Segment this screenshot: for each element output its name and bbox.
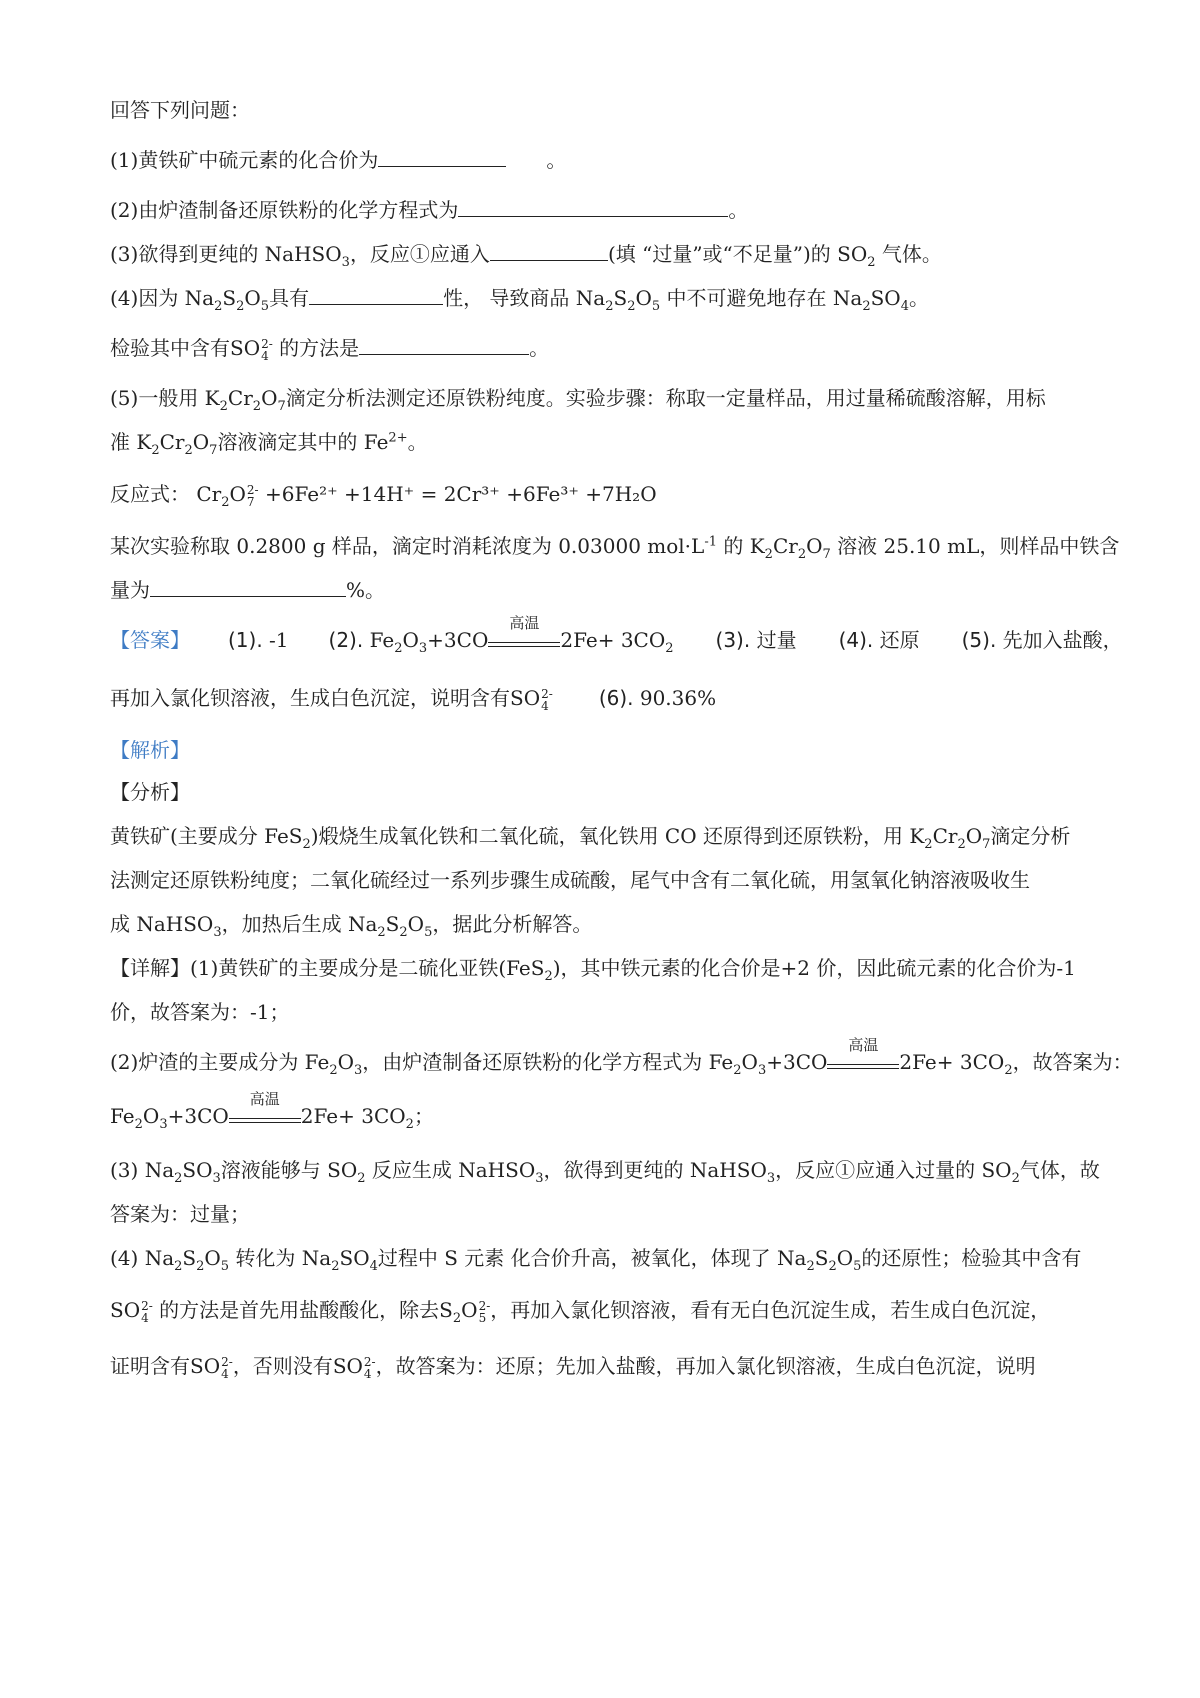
detail-2-cont: $Fe_2O_3+3CO$ 高温 $2Fe+ 3CO_2$；: [110, 1090, 434, 1132]
analysis-label-line: [110, 736, 1100, 764]
disulfite-ion: $S_2O$ 2- 5: [439, 1298, 491, 1326]
detail-4: (4) $Na_2S_2O_5$ 转化为 $Na_2SO_4$过程中 S 元素 化合价升高，被氧化，体现了 $Na_2S_2O_5$的还原性；检验其中含有: [110, 1246, 1082, 1274]
answer-line-2: 再加入氯化钡溶液，生成白色沉淀，说明含有SO 2- 4 (6). 90.36%: [110, 686, 717, 713]
answer-line: 【答案】 (1). -1 (2). $Fe_2O_3+3CO$ 高温 $2Fe+ 3CO_2$ (3). 过量 (4). 还原 (5). 先加入盐酸，: [110, 614, 1123, 656]
question-4: (4)因为 $Na_2S_2O_5$具有 性， 导致商品 $Na_2S_2O_5$ 中不可避免地存在 $Na_2SO_4$。: [110, 286, 929, 314]
detail-3-cont: 答案为：过量；: [110, 1202, 250, 1226]
analysis-label: 【解析】: [110, 738, 190, 762]
question-1: (1)黄铁矿中硫元素的化合价为 。: [110, 148, 567, 172]
detail-2: (2)炉渣的主要成分为 $Fe_2O_3$，由炉渣制备还原铁粉的化学方程式为 $Fe_2O_3+3CO$ 高温 $2Fe+ 3CO_2$，故答案为：: [110, 1036, 1133, 1078]
answer-label: 【答案】: [110, 628, 190, 652]
answer-blank-5: [359, 334, 529, 355]
question-5-cont: 准 $K_2Cr_2O_7$溶液滴定其中的 $Fe^{2+}$。: [110, 430, 428, 458]
question-5: (5)一般用 $K_2Cr_2O_7$滴定分析法测定还原铁粉纯度。实验步骤：称取一定量样品，用过量稀硫酸溶解，用标: [110, 386, 1046, 414]
detail-label: 【详解】: [110, 956, 190, 980]
question-3: (3)欲得到更纯的 NaHSO$_3$，反应①应通入 (填 “过量”或“不足量”)的 $SO_2$ 气体。: [110, 242, 942, 270]
question-2: (2)由炉渣制备还原铁粉的化学方程式为 。: [110, 198, 749, 222]
answer-blank-4: [309, 284, 443, 305]
answer-blank-3: [490, 240, 608, 261]
detail-1-cont: 价，故答案为：-1；: [110, 1000, 290, 1024]
question-5-calc-cont: 量为 %。: [110, 578, 386, 602]
intro-text: 回答下列问题：: [110, 98, 250, 122]
high-temp-condition: 高温: [488, 626, 560, 647]
answer-blank-1: [378, 146, 506, 167]
answer-blank-2: [458, 196, 728, 217]
dichromate-ion: $Cr_2O$ 2- 7: [196, 482, 259, 510]
question-5-calc: 某次实验称取 0.2800 g 样品，滴定时消耗浓度为 0.03000 $mol\cdot L^{-1}$ 的 $K_2Cr_2O_7$ 溶液 25.10 mL，则样品中铁含: [110, 534, 1120, 562]
analysis-sub-label: 【分析】: [110, 780, 190, 804]
detail-1: 【详解】(1)黄铁矿的主要成分是二硫化亚铁(FeS$_2$)，其中铁元素的化合价是+2 价，因此硫元素的化合价为-1: [110, 956, 1076, 984]
analysis-p2: 法测定还原铁粉纯度；二氧化硫经过一系列步骤生成硫酸，尾气中含有二氧化硫，用氢氧化钠溶液吸收生: [110, 868, 1030, 892]
sulfate-ion: SO 2- 4: [230, 336, 273, 363]
detail-4-cont: SO 2- 4 的方法是首先用盐酸酸化，除去$S_2O$ 2- 5 ，再加入氯化钡溶液，看有无白色沉淀生成，若生成白色沉淀，: [110, 1298, 1051, 1326]
question-4b: 检验其中含有SO 2- 4 的方法是 。: [110, 336, 550, 363]
detail-3: (3) $Na_2SO_3$溶液能够与 $SO_2$ 反应生成 NaHSO$_3$，欲得到更纯的 NaHSO$_3$，反应①应通入过量的 $SO_2$气体，故: [110, 1158, 1100, 1186]
analysis-p3: 成 NaHSO$_3$，加热后生成 $Na_2S_2O_5$，据此分析解答。: [110, 912, 593, 940]
detail-4-cont-2: 证明含有SO 2- 4 ，否则没有SO 2- 4 ，故答案为：还原；先加入盐酸，再加入氯化钡溶液，生成白色沉淀，说明: [110, 1354, 1036, 1381]
analysis-p1: 黄铁矿(主要成分 FeS$_2$)煅烧生成氧化铁和二氧化硫，氧化铁用 CO 还原得到还原铁粉，用 $K_2Cr_2O_7$滴定分析: [110, 824, 1071, 852]
intro-line: [110, 96, 1100, 124]
answer-blank-6: [150, 576, 346, 597]
analysis-sub-line: [110, 778, 1100, 806]
reaction-equation: 反应式： $Cr_2O$ 2- 7 +6Fe²⁺ +14H⁺ = 2Cr³⁺ +6Fe³⁺ +7H₂O: [110, 482, 657, 510]
